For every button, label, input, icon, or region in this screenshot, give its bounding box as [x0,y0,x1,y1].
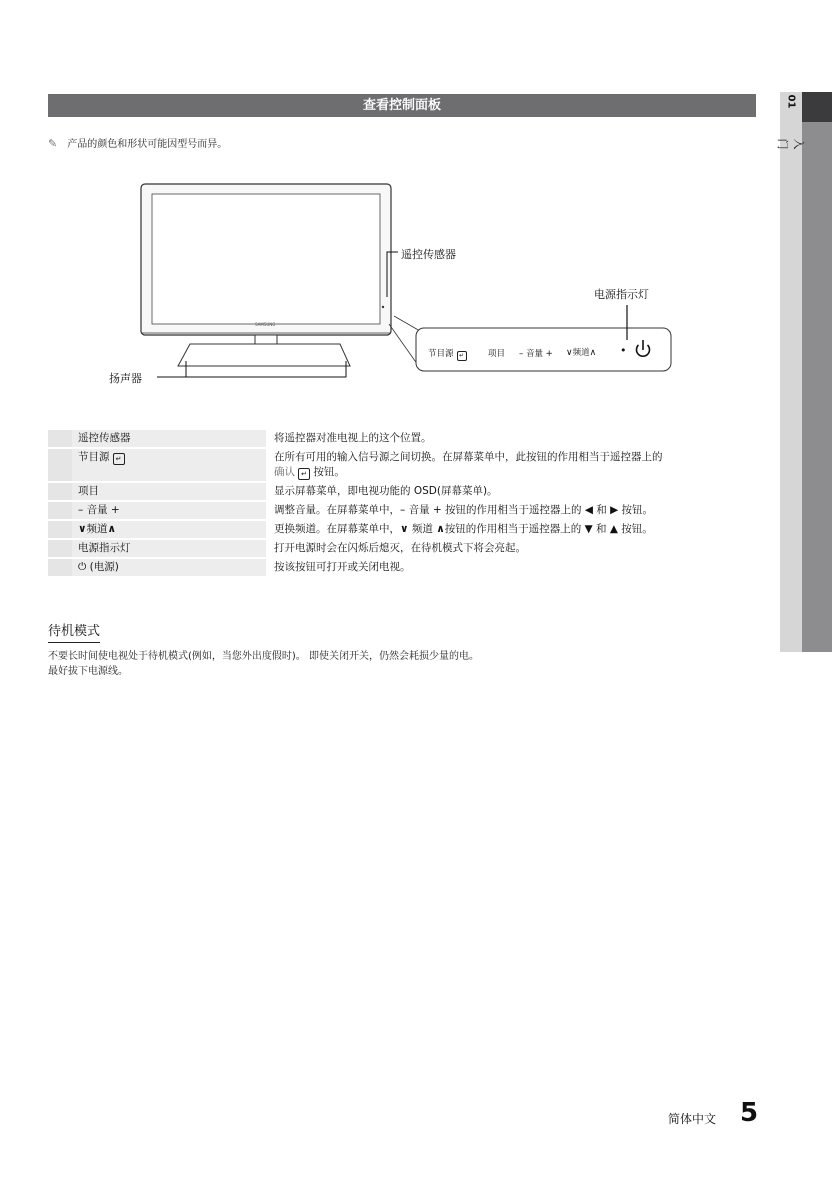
row-name-text: (电源) [89,561,119,573]
table-row [48,449,756,481]
footer-language: 简体中文 [668,1112,717,1126]
standby-line-2: 最好拔下电源线。 [48,666,128,677]
chapter-tab-light [780,92,802,652]
row-desc: 显示屏幕菜单，即电视功能的 OSD(屏幕菜单)。 [274,485,498,497]
table-row [48,483,756,500]
page-number: 5 [740,1098,759,1128]
panel-indicator-dot: • [620,344,627,357]
row-desc-mid: 频道 [411,523,433,535]
row-desc [266,521,756,538]
channel-up-icon: ∧ [436,523,445,535]
panel-source-button[interactable] [428,347,467,361]
enter-icon: ↵ [298,468,310,480]
row-desc-end: 按钮的作用相当于遥控器上的 ▼ 和 ▲ 按钮。 [444,523,653,535]
row-desc-grey: 确认 [274,466,295,478]
remote-sensor-label: 遥控传感器 [401,248,456,261]
standby-line-1: 不要长时间使电视处于待机模式(例如，当您外出度假时)。 即使关闭开关，仍然会耗损少量的电。 [48,651,479,662]
row-name [72,521,266,538]
channel-up-icon: ∧ [589,348,597,358]
table-row [48,521,756,538]
row-name: 遥控传感器 [72,430,266,447]
power-icon: ⏻ [78,561,87,573]
row-name: – 音量 + [72,502,266,519]
panel-menu-button[interactable]: 项目 [488,349,506,359]
row-desc: 调整音量。在屏幕菜单中，– 音量 + 按钮的作用相当于遥控器上的 ◀ 和 ▶ 按钮。 [274,504,654,516]
row-name: 电源指示灯 [72,540,266,557]
control-panel-table [48,428,756,578]
chapter-tab-marker [802,92,832,122]
callout-line-bottom [389,324,420,368]
channel-down-icon: ∨ [400,523,409,535]
chapter-label: 入门 [776,138,805,150]
table-row [48,502,756,519]
row-name-text: 频道 [86,523,108,535]
row-desc-cont: 按钮。 [313,466,345,478]
channel-up-icon: ∧ [107,523,117,535]
row-desc-text: 在所有可用的输入信号源之间切换。在屏幕菜单中，此按钮的作用相当于遥控器上的 [274,451,663,463]
panel-volume-button[interactable]: – 音量 + [519,349,553,359]
product-note [48,135,227,150]
row-name-text: 节目源 [78,451,110,463]
panel-channel-button[interactable] [566,346,596,358]
table-row [48,559,756,576]
channel-down-icon: ∨ [78,523,87,535]
tv-stand-base [178,344,350,366]
tv-sensor-dot [382,306,384,308]
table-row [48,430,756,447]
row-name: 项目 [72,483,266,500]
pencil-note-icon: ✎ [48,137,58,150]
row-name [72,449,266,481]
section-title-bar: 查看控制面板 [48,94,756,117]
source-enter-icon: ↵ [457,351,467,361]
speakers-label: 扬声器 [109,372,142,385]
panel-channel-label: 频道 [572,348,590,358]
chapter-number: 01 [785,94,797,109]
row-desc [266,449,756,481]
standby-body [48,649,479,679]
channel-down-icon: ∨ [566,348,573,358]
row-name [72,559,266,576]
row-desc: 打开电源时会在闪烁后熄灭，在待机模式下将会亮起。 [274,542,526,554]
row-desc: 按该按钮可打开或关闭电视。 [274,561,411,573]
note-text: 产品的颜色和形状可能因型号而异。 [67,139,228,150]
enter-icon: ↵ [113,453,125,465]
tv-screen [152,194,380,324]
power-indicator-label: 电源指示灯 [594,288,649,301]
tv-brand-logo: SAMSUNG [255,322,276,327]
tv-control-panel-diagram [0,170,780,390]
callout-line-top [394,316,420,331]
standby-heading: 待机模式 [48,620,100,643]
row-desc: 将遥控器对准电视上的这个位置。 [274,432,432,444]
chapter-tab-dark [802,92,832,652]
row-desc-text: 更换频道。在屏幕菜单中， [274,523,400,535]
table-row [48,540,756,557]
panel-source-label: 节目源 [428,349,454,359]
